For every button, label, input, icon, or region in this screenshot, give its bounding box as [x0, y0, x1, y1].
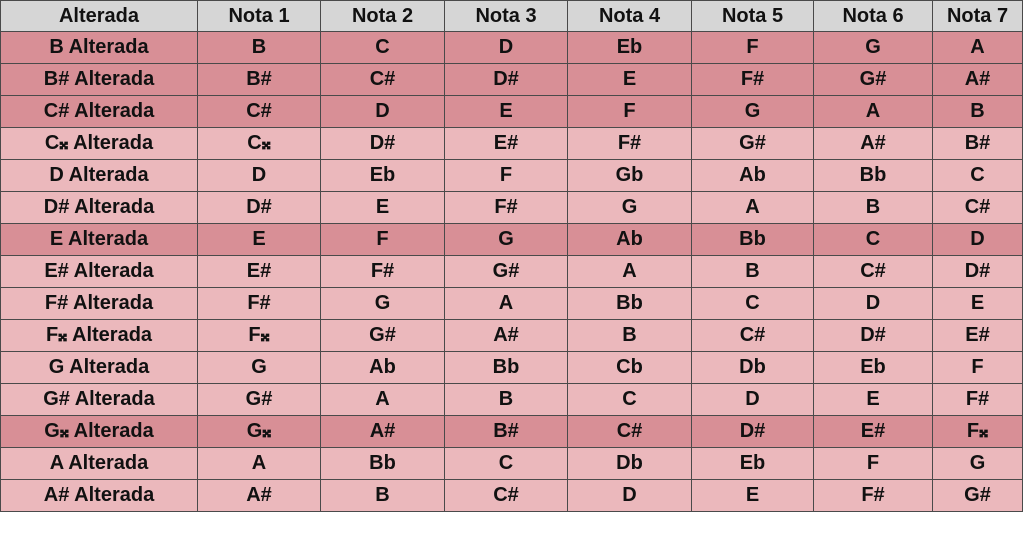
note-cell: A [692, 192, 814, 224]
note-cell: F [814, 448, 933, 480]
table-row [1, 32, 1023, 64]
note-cell: A# [933, 64, 1023, 96]
note-cell: Eb [568, 32, 692, 64]
note-cell: E [814, 384, 933, 416]
note-cell: A [933, 32, 1023, 64]
scale-name-cell: D Alterada [1, 160, 198, 192]
note-cell: E [692, 480, 814, 512]
note-cell: Bb [321, 448, 445, 480]
table-row [1, 416, 1023, 448]
note-cell: Bb [692, 224, 814, 256]
note-cell: F# [198, 288, 321, 320]
note-cell: G# [321, 320, 445, 352]
note-cell: Eb [692, 448, 814, 480]
note-cell: A# [445, 320, 568, 352]
note-cell: A# [814, 128, 933, 160]
note-cell: G [568, 192, 692, 224]
note-cell: B# [198, 64, 321, 96]
note-cell: D# [692, 416, 814, 448]
note-cell: D [321, 96, 445, 128]
note-cell: C [568, 384, 692, 416]
table-row [1, 352, 1023, 384]
header-nota-2: Nota 2 [321, 1, 445, 32]
note-cell: C# [445, 480, 568, 512]
note-cell: G [692, 96, 814, 128]
note-cell: F [321, 224, 445, 256]
note-cell: Eb [321, 160, 445, 192]
note-cell: Cb [568, 352, 692, 384]
note-cell: B [692, 256, 814, 288]
table-row [1, 128, 1023, 160]
note-cell: E [198, 224, 321, 256]
note-cell: C [445, 448, 568, 480]
note-cell: D# [814, 320, 933, 352]
scale-name-cell: C𝄪 Alterada [1, 128, 198, 160]
note-cell: Bb [445, 352, 568, 384]
note-cell: C# [933, 192, 1023, 224]
note-cell: B [933, 96, 1023, 128]
note-cell: C [933, 160, 1023, 192]
table-row [1, 224, 1023, 256]
note-cell: B# [445, 416, 568, 448]
note-cell: F# [568, 128, 692, 160]
table-row [1, 64, 1023, 96]
note-cell: D [814, 288, 933, 320]
note-cell: B [445, 384, 568, 416]
header-nota-1: Nota 1 [198, 1, 321, 32]
note-cell: D# [933, 256, 1023, 288]
header-alterada: Alterada [1, 1, 198, 32]
table-row [1, 288, 1023, 320]
note-cell: A [814, 96, 933, 128]
note-cell: G# [198, 384, 321, 416]
note-cell: F# [814, 480, 933, 512]
table-row [1, 256, 1023, 288]
header-nota-3: Nota 3 [445, 1, 568, 32]
note-cell: F𝄪 [933, 416, 1023, 448]
scale-name-cell: E# Alterada [1, 256, 198, 288]
scale-name-cell: C# Alterada [1, 96, 198, 128]
scale-name-cell: F𝄪 Alterada [1, 320, 198, 352]
note-cell: G [321, 288, 445, 320]
note-cell: A [198, 448, 321, 480]
note-cell: G [933, 448, 1023, 480]
note-cell: D [568, 480, 692, 512]
note-cell: F# [692, 64, 814, 96]
note-cell: Eb [814, 352, 933, 384]
note-cell: C# [321, 64, 445, 96]
header-nota-5: Nota 5 [692, 1, 814, 32]
note-cell: F# [321, 256, 445, 288]
note-cell: C# [198, 96, 321, 128]
note-cell: C𝄪 [198, 128, 321, 160]
note-cell: D# [445, 64, 568, 96]
header-nota-4: Nota 4 [568, 1, 692, 32]
note-cell: D [445, 32, 568, 64]
note-cell: G# [933, 480, 1023, 512]
scale-name-cell: B Alterada [1, 32, 198, 64]
note-cell: D# [198, 192, 321, 224]
header-row [1, 1, 1023, 32]
scale-name-cell: G# Alterada [1, 384, 198, 416]
note-cell: C [814, 224, 933, 256]
note-cell: A# [321, 416, 445, 448]
note-cell: C# [568, 416, 692, 448]
table-row [1, 480, 1023, 512]
note-cell: A [568, 256, 692, 288]
note-cell: G# [814, 64, 933, 96]
note-cell: F [692, 32, 814, 64]
note-cell: F [568, 96, 692, 128]
note-cell: D# [321, 128, 445, 160]
table-row [1, 384, 1023, 416]
scale-name-cell: G𝄪 Alterada [1, 416, 198, 448]
note-cell: E# [933, 320, 1023, 352]
note-cell: Ab [568, 224, 692, 256]
note-cell: A [445, 288, 568, 320]
scale-name-cell: A# Alterada [1, 480, 198, 512]
note-cell: C [692, 288, 814, 320]
note-cell: Ab [692, 160, 814, 192]
note-cell: E [568, 64, 692, 96]
note-cell: Gb [568, 160, 692, 192]
table-row [1, 448, 1023, 480]
note-cell: Bb [814, 160, 933, 192]
note-cell: B [321, 480, 445, 512]
note-cell: Bb [568, 288, 692, 320]
note-cell: G# [692, 128, 814, 160]
table-row [1, 320, 1023, 352]
note-cell: A# [198, 480, 321, 512]
note-cell: F# [445, 192, 568, 224]
scale-name-cell: A Alterada [1, 448, 198, 480]
note-cell: G𝄪 [198, 416, 321, 448]
table-body [1, 32, 1023, 512]
note-cell: Db [568, 448, 692, 480]
header-nota-6: Nota 6 [814, 1, 933, 32]
scale-name-cell: F# Alterada [1, 288, 198, 320]
scale-name-cell: G Alterada [1, 352, 198, 384]
note-cell: B# [933, 128, 1023, 160]
note-cell: E [321, 192, 445, 224]
note-cell: C# [692, 320, 814, 352]
note-cell: F [933, 352, 1023, 384]
note-cell: B [568, 320, 692, 352]
note-cell: E# [814, 416, 933, 448]
note-cell: F𝄪 [198, 320, 321, 352]
note-cell: E [445, 96, 568, 128]
note-cell: E# [198, 256, 321, 288]
note-cell: B [198, 32, 321, 64]
scale-name-cell: B# Alterada [1, 64, 198, 96]
header-nota-7: Nota 7 [933, 1, 1023, 32]
note-cell: Ab [321, 352, 445, 384]
note-cell: E# [445, 128, 568, 160]
note-cell: G# [445, 256, 568, 288]
note-cell: D [692, 384, 814, 416]
note-cell: A [321, 384, 445, 416]
note-cell: F [445, 160, 568, 192]
note-cell: B [814, 192, 933, 224]
note-cell: F# [933, 384, 1023, 416]
note-cell: G [814, 32, 933, 64]
note-cell: G [445, 224, 568, 256]
note-cell: C# [814, 256, 933, 288]
table-row [1, 96, 1023, 128]
note-cell: G [198, 352, 321, 384]
note-cell: D [198, 160, 321, 192]
scale-name-cell: E Alterada [1, 224, 198, 256]
table-row [1, 192, 1023, 224]
note-cell: Db [692, 352, 814, 384]
note-cell: D [933, 224, 1023, 256]
note-cell: C [321, 32, 445, 64]
scale-name-cell: D# Alterada [1, 192, 198, 224]
table-row [1, 160, 1023, 192]
note-cell: E [933, 288, 1023, 320]
